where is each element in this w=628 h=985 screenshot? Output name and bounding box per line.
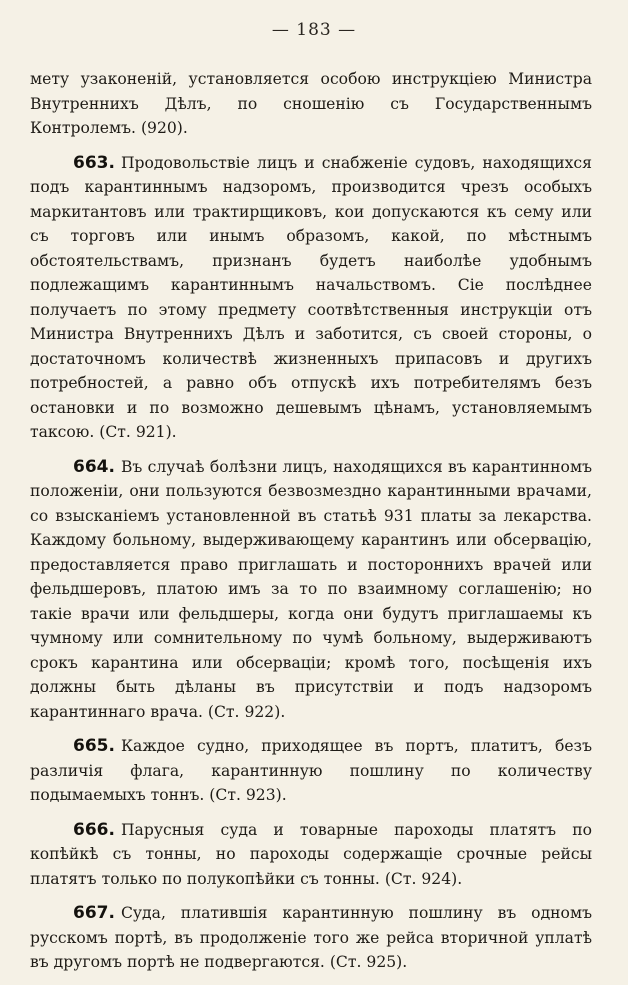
article-number: 664. [73, 456, 115, 477]
article-text: Въ случаѣ болѣзни лицъ, находящихся въ карантинномъ положеніи, они пользуются безвозмездно карантинными врачами, со взысканіемъ установленной въ статьѣ 931 платы за лекарства. Каждому больному, выдерживающему карантинъ или обсервацію, предоставляется право приглашать и постороннихъ врачей или фельдшеровъ, платою имъ за то по взаимному соглашенію; но такіе врачи или фельдшеры, когда они будутъ приглашаемы къ чумному или сомнительному по чумѣ больному, выдерживаютъ срокъ карантина или обсерваціи; кромѣ того, посѣщенія ихъ должны быть дѣланы въ присутствіи и подъ надзоромъ карантиннаго врача. (Ст. 922). [30, 457, 592, 721]
article-665 [30, 734, 592, 808]
continuation-paragraph: мету узаконеній, установляется особою инструкціею Министра Внутреннихъ Дѣлъ, по сношенію съ Государственнымъ Контролемъ. (920). [30, 70, 592, 137]
article-text: Парусныя суда и товарные пароходы платятъ по копѣйкѣ съ тонны, но пароходы содержащіе срочные рейсы платятъ только по полукопѣйки съ тонны. (Ст. 924). [30, 820, 592, 888]
article-663 [30, 151, 592, 445]
article-text: Суда, платившія карантинную пошлину въ одномъ русскомъ портѣ, въ продолженіе того же рейса вторичной уплатѣ въ другомъ портѣ не подвергаются. (Ст. 925). [30, 904, 592, 971]
article-number: 667. [73, 903, 115, 923]
article-text: Каждое судно, приходящее въ портъ, платитъ, безъ различія флага, карантинную пошлину по количеству подымаемыхъ тоннъ. (Ст. 923). [30, 737, 592, 804]
article-text: Продовольствіе лицъ и снабженіе судовъ, находящихся подъ карантиннымъ надзоромъ, производится чрезъ особыхъ маркитантовъ или трактирщиковъ, кои допускаются къ сему или съ торговъ или инымъ образомъ, какой, по мѣстнымъ обстоятельствамъ, признанъ будетъ наиболѣе удобнымъ подлежащимъ карантиннымъ начальствомъ. Сіе послѣднее получаетъ по этому предмету соотвѣтственныя инструкціи отъ Министра Внутреннихъ Дѣлъ и заботится, съ своей стороны, о достаточномъ количествѣ жизненныхъ припасовъ и другихъ потребностей, а равно объ отпускѣ ихъ потребителямъ безъ остановки и по возможно дешевымъ цѣнамъ, установляемымъ таксою. (Ст. 921). [30, 153, 592, 441]
article-664 [30, 455, 592, 725]
article-number: 663. [73, 152, 115, 173]
article-666 [30, 818, 592, 892]
article-667 [30, 901, 592, 975]
article-number: 665. [73, 736, 115, 756]
article-number: 666. [73, 819, 115, 840]
page-number: — 183 — [271, 20, 357, 40]
page-body [30, 67, 592, 985]
